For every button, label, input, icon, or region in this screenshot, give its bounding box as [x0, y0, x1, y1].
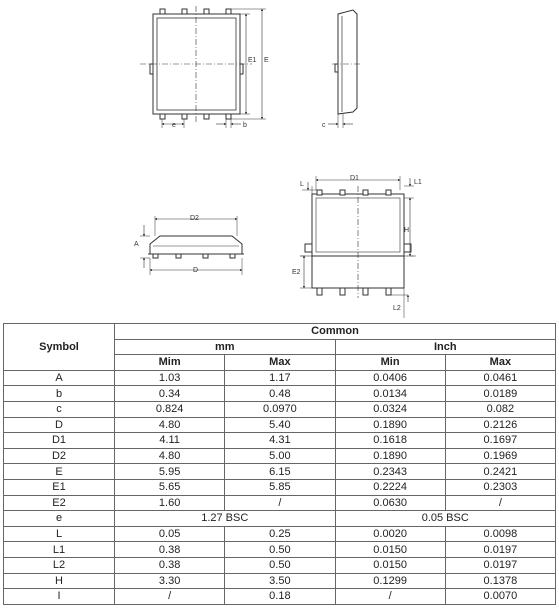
cell-in-max: 0.2303: [445, 479, 555, 495]
header-mm: mm: [115, 339, 336, 355]
cell-mm-max: 0.25: [225, 526, 335, 542]
cell-mm-min: 4.11: [115, 433, 225, 449]
label-b: b: [243, 122, 247, 129]
label-D2: D2: [190, 215, 199, 222]
label-A: A: [134, 241, 139, 248]
table-row: [4, 573, 556, 589]
cell-mm-min: 0.05: [115, 526, 225, 542]
cell-in-max: 0.1697: [445, 433, 555, 449]
front-view-drawing: [140, 216, 244, 275]
cell-mm-max: 6.15: [225, 464, 335, 480]
cell-mm-min: 5.95: [115, 464, 225, 480]
cell-mm-max: 0.18: [225, 589, 335, 605]
cell-in-max: 0.2126: [445, 417, 555, 433]
cell-in-max: 0.1378: [445, 573, 555, 589]
top-view-drawing: [140, 6, 266, 128]
cell-in-max: 0.0070: [445, 589, 555, 605]
table-row: [4, 557, 556, 573]
table-row: [4, 479, 556, 495]
dimension-table: [3, 323, 556, 605]
cell-in-max: 0.0098: [445, 526, 555, 542]
cell-in-min: 0.1890: [335, 417, 445, 433]
table-row: [4, 448, 556, 464]
table-row: [4, 526, 556, 542]
header-inch: Inch: [335, 339, 556, 355]
cell-symbol: b: [4, 386, 115, 402]
cell-in-max: 0.2421: [445, 464, 555, 480]
cell-symbol: D1: [4, 433, 115, 449]
side-view-drawing: [328, 10, 362, 128]
label-D1: D1: [350, 175, 359, 182]
cell-in-max: 0.082: [445, 401, 555, 417]
cell-symbol: D2: [4, 448, 115, 464]
header-in-min: Min: [335, 355, 445, 371]
cell-mm-max: /: [225, 495, 335, 511]
cell-symbol: E2: [4, 495, 115, 511]
cell-symbol: e: [4, 511, 115, 527]
label-L1: L1: [414, 179, 422, 186]
cell-symbol: E: [4, 464, 115, 480]
cell-mm-min: /: [115, 589, 225, 605]
header-common: Common: [115, 324, 556, 340]
label-E2: E2: [292, 269, 301, 276]
header-mm-min: Mim: [115, 355, 225, 371]
table-row: [4, 370, 556, 386]
cell-mm-max: 5.00: [225, 448, 335, 464]
table-row: [4, 401, 556, 417]
cell-in-min: 0.0406: [335, 370, 445, 386]
cell-in-min: 0.0150: [335, 557, 445, 573]
cell-mm-min: 0.34: [115, 386, 225, 402]
cell-symbol: c: [4, 401, 115, 417]
table-row: [4, 464, 556, 480]
cell-mm-bsc: 1.27 BSC: [115, 511, 336, 527]
cell-in-max: /: [445, 495, 555, 511]
cell-symbol: E1: [4, 479, 115, 495]
cell-mm-max: 1.17: [225, 370, 335, 386]
label-L2: L2: [393, 305, 401, 312]
cell-in-min: 0.0020: [335, 526, 445, 542]
cell-in-max: 0.0197: [445, 542, 555, 558]
cell-symbol: L1: [4, 542, 115, 558]
header-in-max: Max: [445, 355, 555, 371]
cell-symbol: A: [4, 370, 115, 386]
label-L: L: [300, 181, 304, 188]
cell-in-min: 0.0324: [335, 401, 445, 417]
header-mm-max: Max: [225, 355, 335, 371]
cell-in-min: /: [335, 589, 445, 605]
cell-mm-max: 3.50: [225, 573, 335, 589]
header-symbol: Symbol: [4, 324, 115, 371]
cell-mm-max: 0.0970: [225, 401, 335, 417]
label-H: H: [404, 227, 410, 234]
cell-mm-min: 0.38: [115, 557, 225, 573]
cell-mm-max: 0.50: [225, 557, 335, 573]
cell-in-min: 0.0630: [335, 495, 445, 511]
cell-in-min: 0.0134: [335, 386, 445, 402]
cell-mm-max: 5.85: [225, 479, 335, 495]
cell-in-bsc: 0.05 BSC: [335, 511, 556, 527]
cell-symbol: D: [4, 417, 115, 433]
cell-in-max: 0.0461: [445, 370, 555, 386]
cell-mm-min: 0.38: [115, 542, 225, 558]
label-D: D: [193, 267, 199, 274]
cell-mm-min: 5.65: [115, 479, 225, 495]
cell-in-max: 0.0197: [445, 557, 555, 573]
cell-mm-min: 1.03: [115, 370, 225, 386]
cell-symbol: I: [4, 589, 115, 605]
cell-symbol: H: [4, 573, 115, 589]
cell-symbol: L2: [4, 557, 115, 573]
cell-in-min: 0.0150: [335, 542, 445, 558]
table-row: [4, 542, 556, 558]
table-row: [4, 386, 556, 402]
table-row: [4, 495, 556, 511]
label-e: e: [172, 122, 176, 129]
cell-in-min: 0.1299: [335, 573, 445, 589]
cell-in-max: 0.1969: [445, 448, 555, 464]
table-row: [4, 511, 556, 527]
table-row: [4, 589, 556, 605]
cell-mm-max: 0.48: [225, 386, 335, 402]
cell-in-min: 0.1618: [335, 433, 445, 449]
table-row: [4, 433, 556, 449]
cell-mm-min: 4.80: [115, 448, 225, 464]
cell-mm-max: 4.31: [225, 433, 335, 449]
cell-mm-max: 0.50: [225, 542, 335, 558]
cell-symbol: L: [4, 526, 115, 542]
cell-mm-min: 3.30: [115, 573, 225, 589]
cell-mm-min: 1.60: [115, 495, 225, 511]
cell-mm-min: 0.824: [115, 401, 225, 417]
cell-mm-max: 5.40: [225, 417, 335, 433]
table-row: [4, 417, 556, 433]
cell-mm-min: 4.80: [115, 417, 225, 433]
table-header-row: [4, 324, 556, 340]
label-E: E: [264, 57, 269, 64]
label-E1: E1: [248, 57, 257, 64]
cell-in-min: 0.2343: [335, 464, 445, 480]
bottom-view-drawing: [300, 176, 416, 318]
label-c: c: [322, 122, 326, 129]
cell-in-min: 0.2224: [335, 479, 445, 495]
cell-in-max: 0.0189: [445, 386, 555, 402]
cell-in-min: 0.1890: [335, 448, 445, 464]
